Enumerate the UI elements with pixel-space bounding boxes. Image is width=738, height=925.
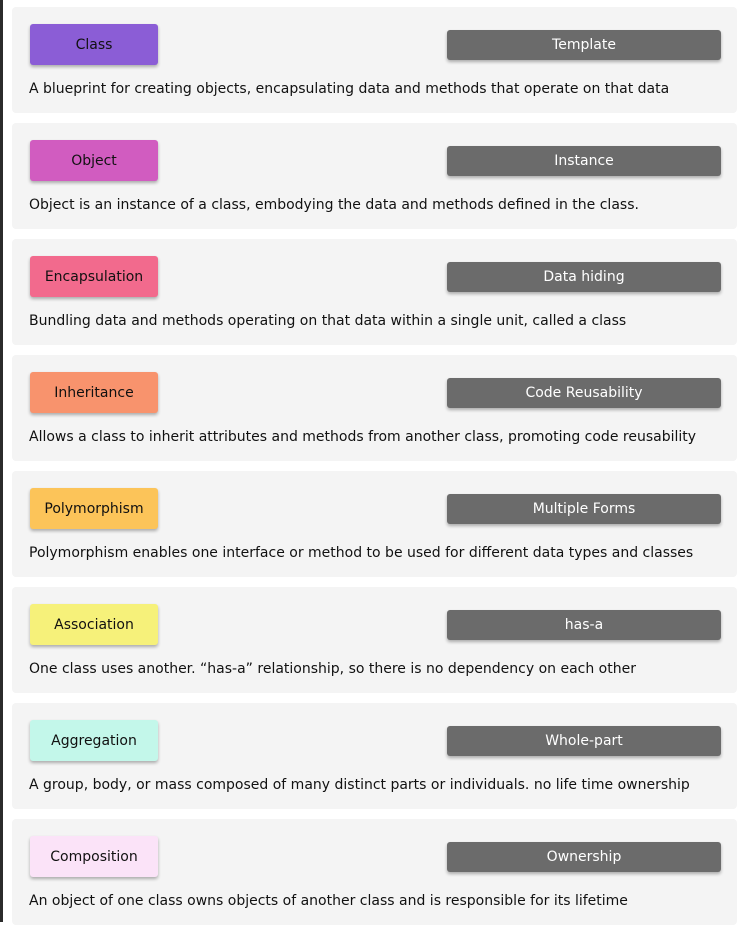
concept-card xyxy=(12,703,737,809)
concept-term-label: Class xyxy=(30,24,158,65)
concept-card xyxy=(12,239,737,345)
concept-description: A group, body, or mass composed of many distinct parts or individuals. no life time ownership xyxy=(29,777,690,793)
concept-card xyxy=(12,123,737,229)
concept-tag-badge: Data hiding xyxy=(447,262,721,292)
concept-card xyxy=(12,355,737,461)
concept-tag-badge: Ownership xyxy=(447,842,721,872)
concept-tag-badge: Instance xyxy=(447,146,721,176)
concept-tag-badge: Whole-part xyxy=(447,726,721,756)
concept-term-label: Composition xyxy=(30,836,158,877)
concept-term-label: Aggregation xyxy=(30,720,158,761)
concept-description: One class uses another. “has-a” relationship, so there is no dependency on each other xyxy=(29,661,636,677)
concept-tag-badge: Code Reusability xyxy=(447,378,721,408)
concept-card xyxy=(12,471,737,577)
concept-description: Object is an instance of a class, embodying the data and methods defined in the class. xyxy=(29,197,639,213)
concept-description: An object of one class owns objects of another class and is responsible for its lifetime xyxy=(29,893,628,909)
concept-term-label: Association xyxy=(30,604,158,645)
concept-card xyxy=(12,819,737,925)
concept-tag-badge: has-a xyxy=(447,610,721,640)
concept-description: Polymorphism enables one interface or method to be used for different data types and classes xyxy=(29,545,694,561)
concept-tag-badge: Template xyxy=(447,30,721,60)
concept-description: A blueprint for creating objects, encapsulating data and methods that operate on that data xyxy=(29,81,670,97)
concept-card xyxy=(12,7,737,113)
concept-description: Allows a class to inherit attributes and methods from another class, promoting code reusability xyxy=(29,429,697,445)
concept-description: Bundling data and methods operating on that data within a single unit, called a class xyxy=(29,313,627,329)
concept-term-label: Polymorphism xyxy=(30,488,158,529)
concept-card xyxy=(12,587,737,693)
concept-term-label: Inheritance xyxy=(30,372,158,413)
concept-term-label: Encapsulation xyxy=(30,256,158,297)
concept-tag-badge: Multiple Forms xyxy=(447,494,721,524)
concept-term-label: Object xyxy=(30,140,158,181)
